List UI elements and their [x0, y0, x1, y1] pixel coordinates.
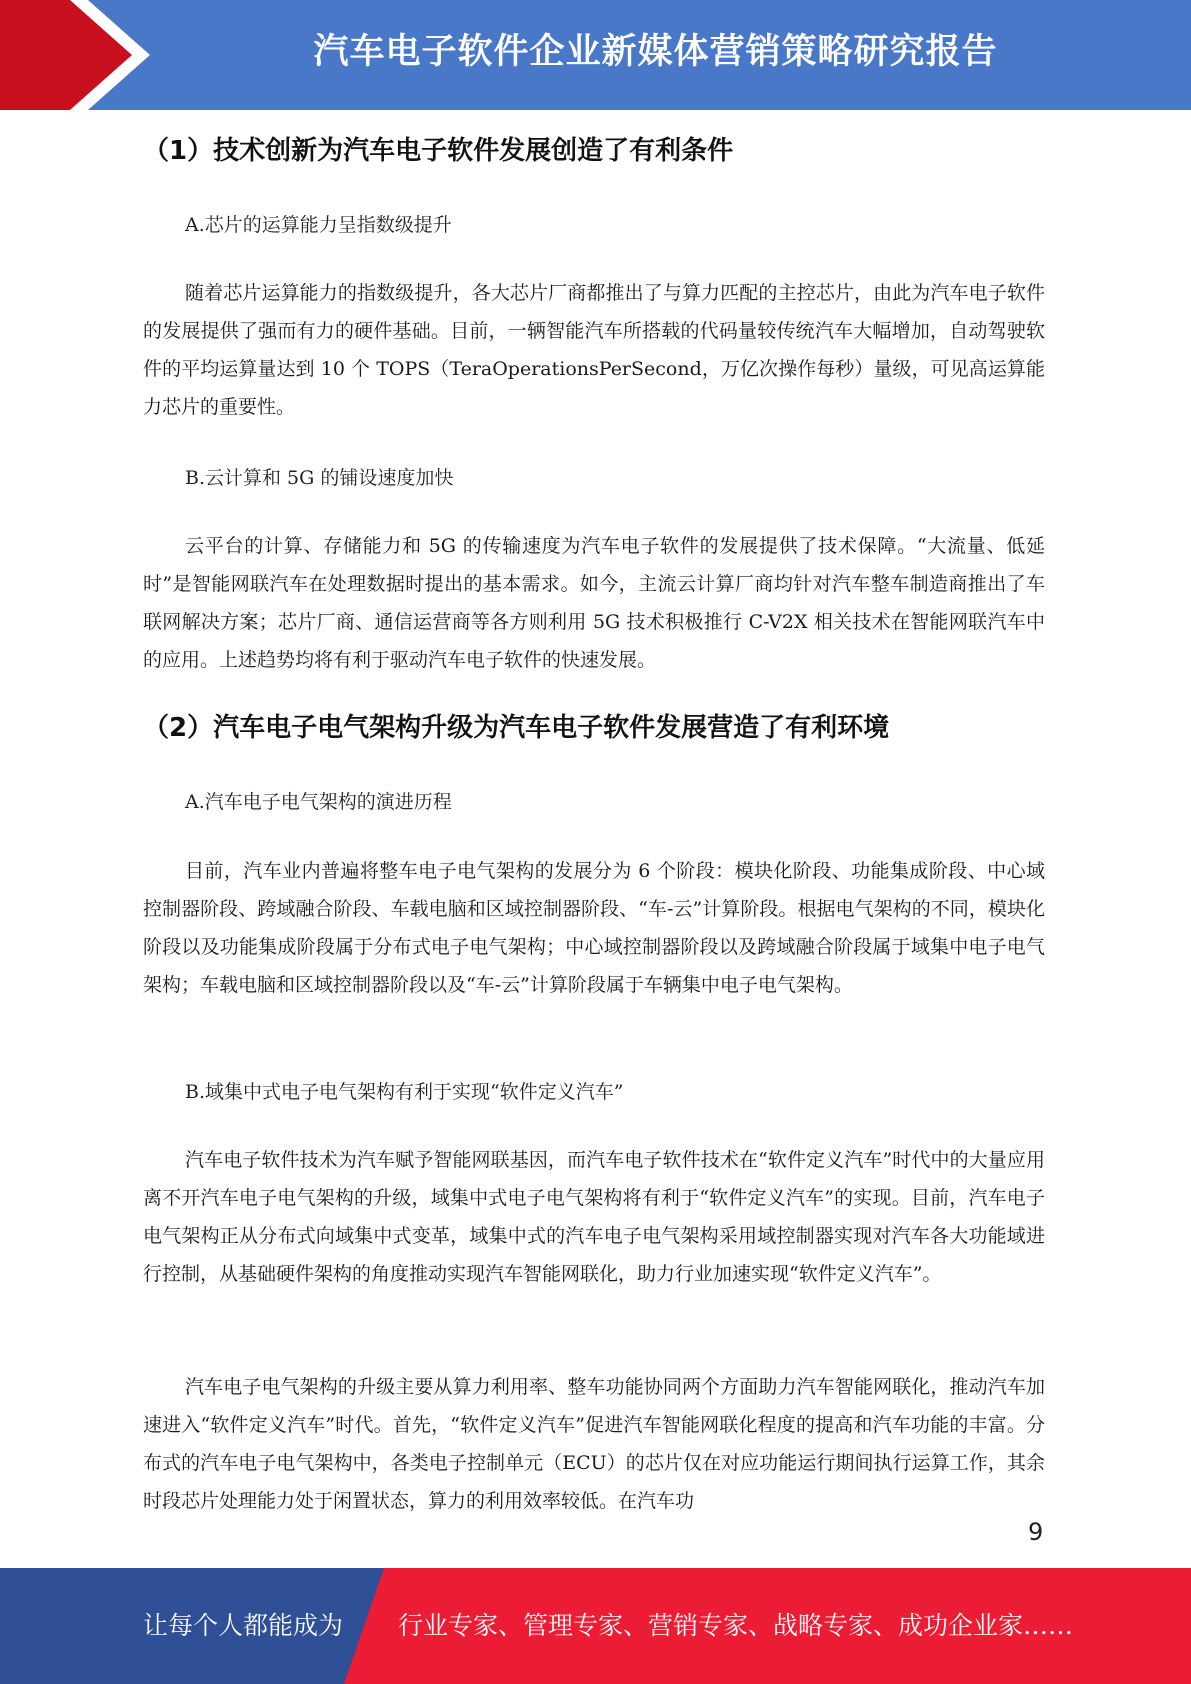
subsection-title-2b: B.域集中式电子电气架构有利于实现“软件定义汽车”: [185, 1081, 624, 1103]
paragraph-1a-1: 随着芯片运算能力的指数级提升，各大芯片厂商都推出了与算力匹配的主控芯片，由此为汽车电子软件的发展提供了强而有力的硬件基础。目前，一辆智能汽车所搭载的代码量较传统汽车大幅增加，自动驾驶软件的平均运算量达到 10 个 TOPS（TeraOperationsPerSecond，万亿次操作每秒）量级，可见高运算能力芯片的重要性。: [143, 282, 1045, 418]
paragraph-2b-1: 汽车电子软件技术为汽车赋予智能网联基因，而汽车电子软件技术在“软件定义汽车”时代中的大量应用离不开汽车电子电气架构的升级，域集中式电子电气架构将有利于“软件定义汽车”的实现。目前，汽车电子电气架构正从分布式向域集中式变革，域集中式的汽车电子电气架构采用域控制器实现对汽车各大功能域进行控制，从基础硬件架构的角度推动实现汽车智能网联化，助力行业加速实现“软件定义汽车”。: [143, 1149, 1045, 1285]
report-title: 汽车电子软件企业新媒体营销策略研究报告: [313, 32, 998, 72]
paragraph-2b-2: 汽车电子电气架构的升级主要从算力利用率、整车功能协同两个方面助力汽车智能网联化，推动汽车加速进入“软件定义汽车”时代。首先，“软件定义汽车”促进汽车智能网联化程度的提高和汽车功能的丰富。分布式的汽车电子电气架构中，各类电子控制单元（ECU）的芯片仅在对应功能运行期间执行运算工作，其余时段芯片处理能力处于闲置状态，算力的利用效率较低。在汽车功: [143, 1376, 1045, 1512]
section-heading-1: （1）技术创新为汽车电子软件发展创造了有利条件: [143, 136, 734, 166]
subsection-title-2a: A.汽车电子电气架构的演进历程: [185, 791, 452, 813]
page-header: [0, 0, 1191, 110]
header-chevron-decoration: [0, 0, 160, 110]
footer-slogan-left: 让每个人都能成为: [143, 1611, 344, 1640]
page-number: 9: [1028, 1518, 1044, 1546]
section-heading-2: （2）汽车电子电气架构升级为汽车电子软件发展营造了有利环境: [143, 713, 890, 743]
subsection-title-1a: A.芯片的运算能力呈指数级提升: [185, 214, 452, 236]
paragraph-1b-1: 云平台的计算、存储能力和 5G 的传输速度为汽车电子软件的发展提供了技术保障。“大流量、低延时”是智能网联汽车在处理数据时提出的基本需求。如今，主流云计算厂商均针对汽车整车制造商推出了车联网解决方案；芯片厂商、通信运营商等各方则利用 5G 技术积极推行 C-V2X 相关技术在智能网联汽车中的应用。上述趋势均将有利于驱动汽车电子软件的快速发展。: [143, 535, 1045, 671]
page-footer: [0, 1568, 1191, 1684]
footer-slogan-right: 行业专家、管理专家、营销专家、战略专家、成功企业家……: [398, 1611, 1074, 1640]
subsection-title-1b: B.云计算和 5G 的铺设速度加快: [185, 467, 454, 489]
paragraph-2a-1: 目前，汽车业内普遍将整车电子电气架构的发展分为 6 个阶段：模块化阶段、功能集成阶段、中心域控制器阶段、跨域融合阶段、车载电脑和区域控制器阶段、“车-云”计算阶段。根据电气架构的不同，模块化阶段以及功能集成阶段属于分布式电子电气架构；中心域控制器阶段以及跨域融合阶段属于域集中电子电气架构；车载电脑和区域控制器阶段以及“车-云”计算阶段属于车辆集中电子电气架构。: [143, 860, 1045, 996]
